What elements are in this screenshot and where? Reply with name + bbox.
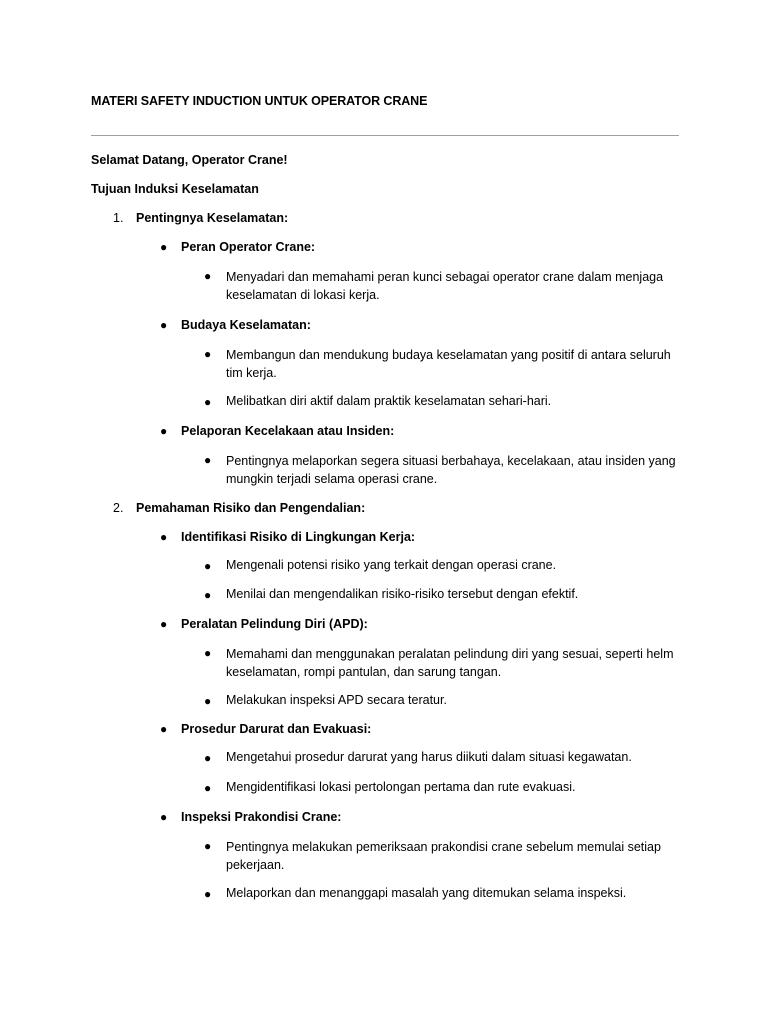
bullet-icon: ● [204,694,212,708]
section-2-heading: Pemahaman Risiko dan Pengendalian: [136,501,366,515]
bullet-icon: ● [204,347,212,361]
bullet-icon: ● [204,453,212,467]
section-1-sub-1-item-1: Menyadari dan memahami peran kunci sebagai operator crane dalam menjaga keselamatan di lokasi kerja. [226,270,664,302]
section-1-number: 1. [113,211,124,225]
section-2-sub-2-item-1: Memahami dan menggunakan peralatan pelindung diri yang sesuai, seperti helm keselamatan, rompi pantulan, dan sarung tangan. [226,647,674,679]
bullet-icon: ● [160,722,168,736]
section-2-sub-3-item-2: Mengidentifikasi lokasi pertolongan pertama dan rute evakuasi. [226,780,576,794]
bullet-icon: ● [204,781,212,795]
document-title: MATERI SAFETY INDUCTION UNTUK OPERATOR CRANE [91,94,428,108]
section-2-sub-2-item-2: Melakukan inspeksi APD secara teratur. [226,693,447,707]
bullet-icon: ● [160,530,168,544]
section-2-number: 2. [113,501,124,515]
section-1-sub-2-item-1: Membangun dan mendukung budaya keselamatan yang positif di antara seluruh tim kerja. [226,348,671,380]
section-1-heading: Pentingnya Keselamatan: [136,211,289,225]
section-2-sub-2-heading: Peralatan Pelindung Diri (APD): [181,617,368,631]
title-divider [91,135,679,136]
section-2-sub-3-heading: Prosedur Darurat dan Evakuasi: [181,722,372,736]
bullet-icon: ● [160,617,168,631]
bullet-icon: ● [160,318,168,332]
bullet-icon: ● [204,751,212,765]
section-2-sub-4-heading: Inspeksi Prakondisi Crane: [181,810,342,824]
bullet-icon: ● [204,588,212,602]
section-2-sub-1-item-1: Mengenali potensi risiko yang terkait dengan operasi crane. [226,558,557,572]
section-2-sub-1-heading: Identifikasi Risiko di Lingkungan Kerja: [181,530,416,544]
section-1-sub-3-heading: Pelaporan Kecelakaan atau Insiden: [181,424,395,438]
section-2-sub-3-item-1: Mengetahui prosedur darurat yang harus diikuti dalam situasi kegawatan. [226,750,632,764]
bullet-icon: ● [160,240,168,254]
section-2-sub-1-item-2: Menilai dan mengendalikan risiko-risiko tersebut dengan efektif. [226,587,579,601]
bullet-icon: ● [204,646,212,660]
section-1-sub-1-heading: Peran Operator Crane: [181,240,316,254]
section-1-sub-2-item-2: Melibatkan diri aktif dalam praktik keselamatan sehari-hari. [226,394,552,408]
bullet-icon: ● [204,395,212,409]
section-2-sub-4-item-2: Melaporkan dan menanggapi masalah yang ditemukan selama inspeksi. [226,886,627,900]
section-2-sub-4-item-1: Pentingnya melakukan pemeriksaan prakondisi crane sebelum memulai setiap pekerjaan. [226,840,661,872]
bullet-icon: ● [204,839,212,853]
bullet-icon: ● [204,269,212,283]
bullet-icon: ● [204,887,212,901]
greeting: Selamat Datang, Operator Crane! [91,153,288,167]
section-1-sub-3-item-1: Pentingnya melaporkan segera situasi berbahaya, kecelakaan, atau insiden yang mungkin terjadi selama operasi crane. [226,454,676,486]
section-1-sub-2-heading: Budaya Keselamatan: [181,318,311,332]
bullet-icon: ● [204,559,212,573]
bullet-icon: ● [160,810,168,824]
bullet-icon: ● [160,424,168,438]
goal-heading: Tujuan Induksi Keselamatan [91,182,259,196]
